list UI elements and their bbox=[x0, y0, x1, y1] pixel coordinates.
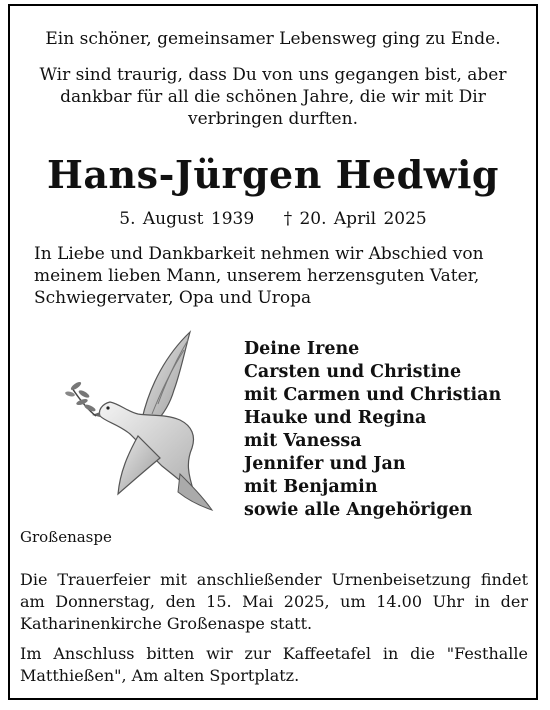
place-name: Großenaspe bbox=[20, 528, 112, 546]
life-dates bbox=[10, 209, 536, 229]
birth-date: 5. August 1939 bbox=[119, 209, 255, 229]
family-member: Carsten und Christine bbox=[244, 362, 462, 382]
farewell-text: In Liebe und Dankbarkeit nehmen wir Abschied von meinem lieben Mann, unserem herzensguten Vater, Schwiegervater, Opa und Uropa bbox=[34, 244, 484, 308]
intro-text bbox=[20, 28, 526, 130]
intro-line-1: Ein schöner, gemeinsamer Lebensweg ging zu Ende. bbox=[45, 29, 501, 49]
family-member: sowie alle Angehörigen bbox=[244, 500, 473, 520]
dove-with-olive-branch-icon bbox=[62, 324, 222, 514]
family-member: Deine Irene bbox=[244, 339, 360, 359]
family-member: mit Benjamin bbox=[244, 477, 378, 497]
family-list bbox=[244, 338, 501, 522]
family-member: mit Carmen und Christian bbox=[244, 385, 502, 405]
death-date: † 20. April 2025 bbox=[283, 209, 427, 229]
intro-line-2: Wir sind traurig, dass Du von uns gegangen bist, aber dankbar für all die schönen Jahre, die wir mit Dir verbringen durften. bbox=[39, 65, 507, 129]
reception-info: Im Anschluss bitten wir zur Kaffeetafel in die "Festhalle Matthießen", Am alten Sportplatz. bbox=[20, 644, 528, 685]
obituary-notice bbox=[8, 4, 538, 700]
deceased-name: Hans-Jürgen Hedwig bbox=[47, 152, 499, 197]
family-member: Hauke und Regina bbox=[244, 408, 427, 428]
family-member: Jennifer und Jan bbox=[244, 454, 406, 474]
ceremony-info: Die Trauerfeier mit anschließender Urnenbeisetzung findet am Donnerstag, den 15. Mai 2025, um 14.00 Uhr in der Katharinenkirche Großenaspe statt. bbox=[20, 570, 528, 633]
family-member: mit Vanessa bbox=[244, 431, 362, 451]
